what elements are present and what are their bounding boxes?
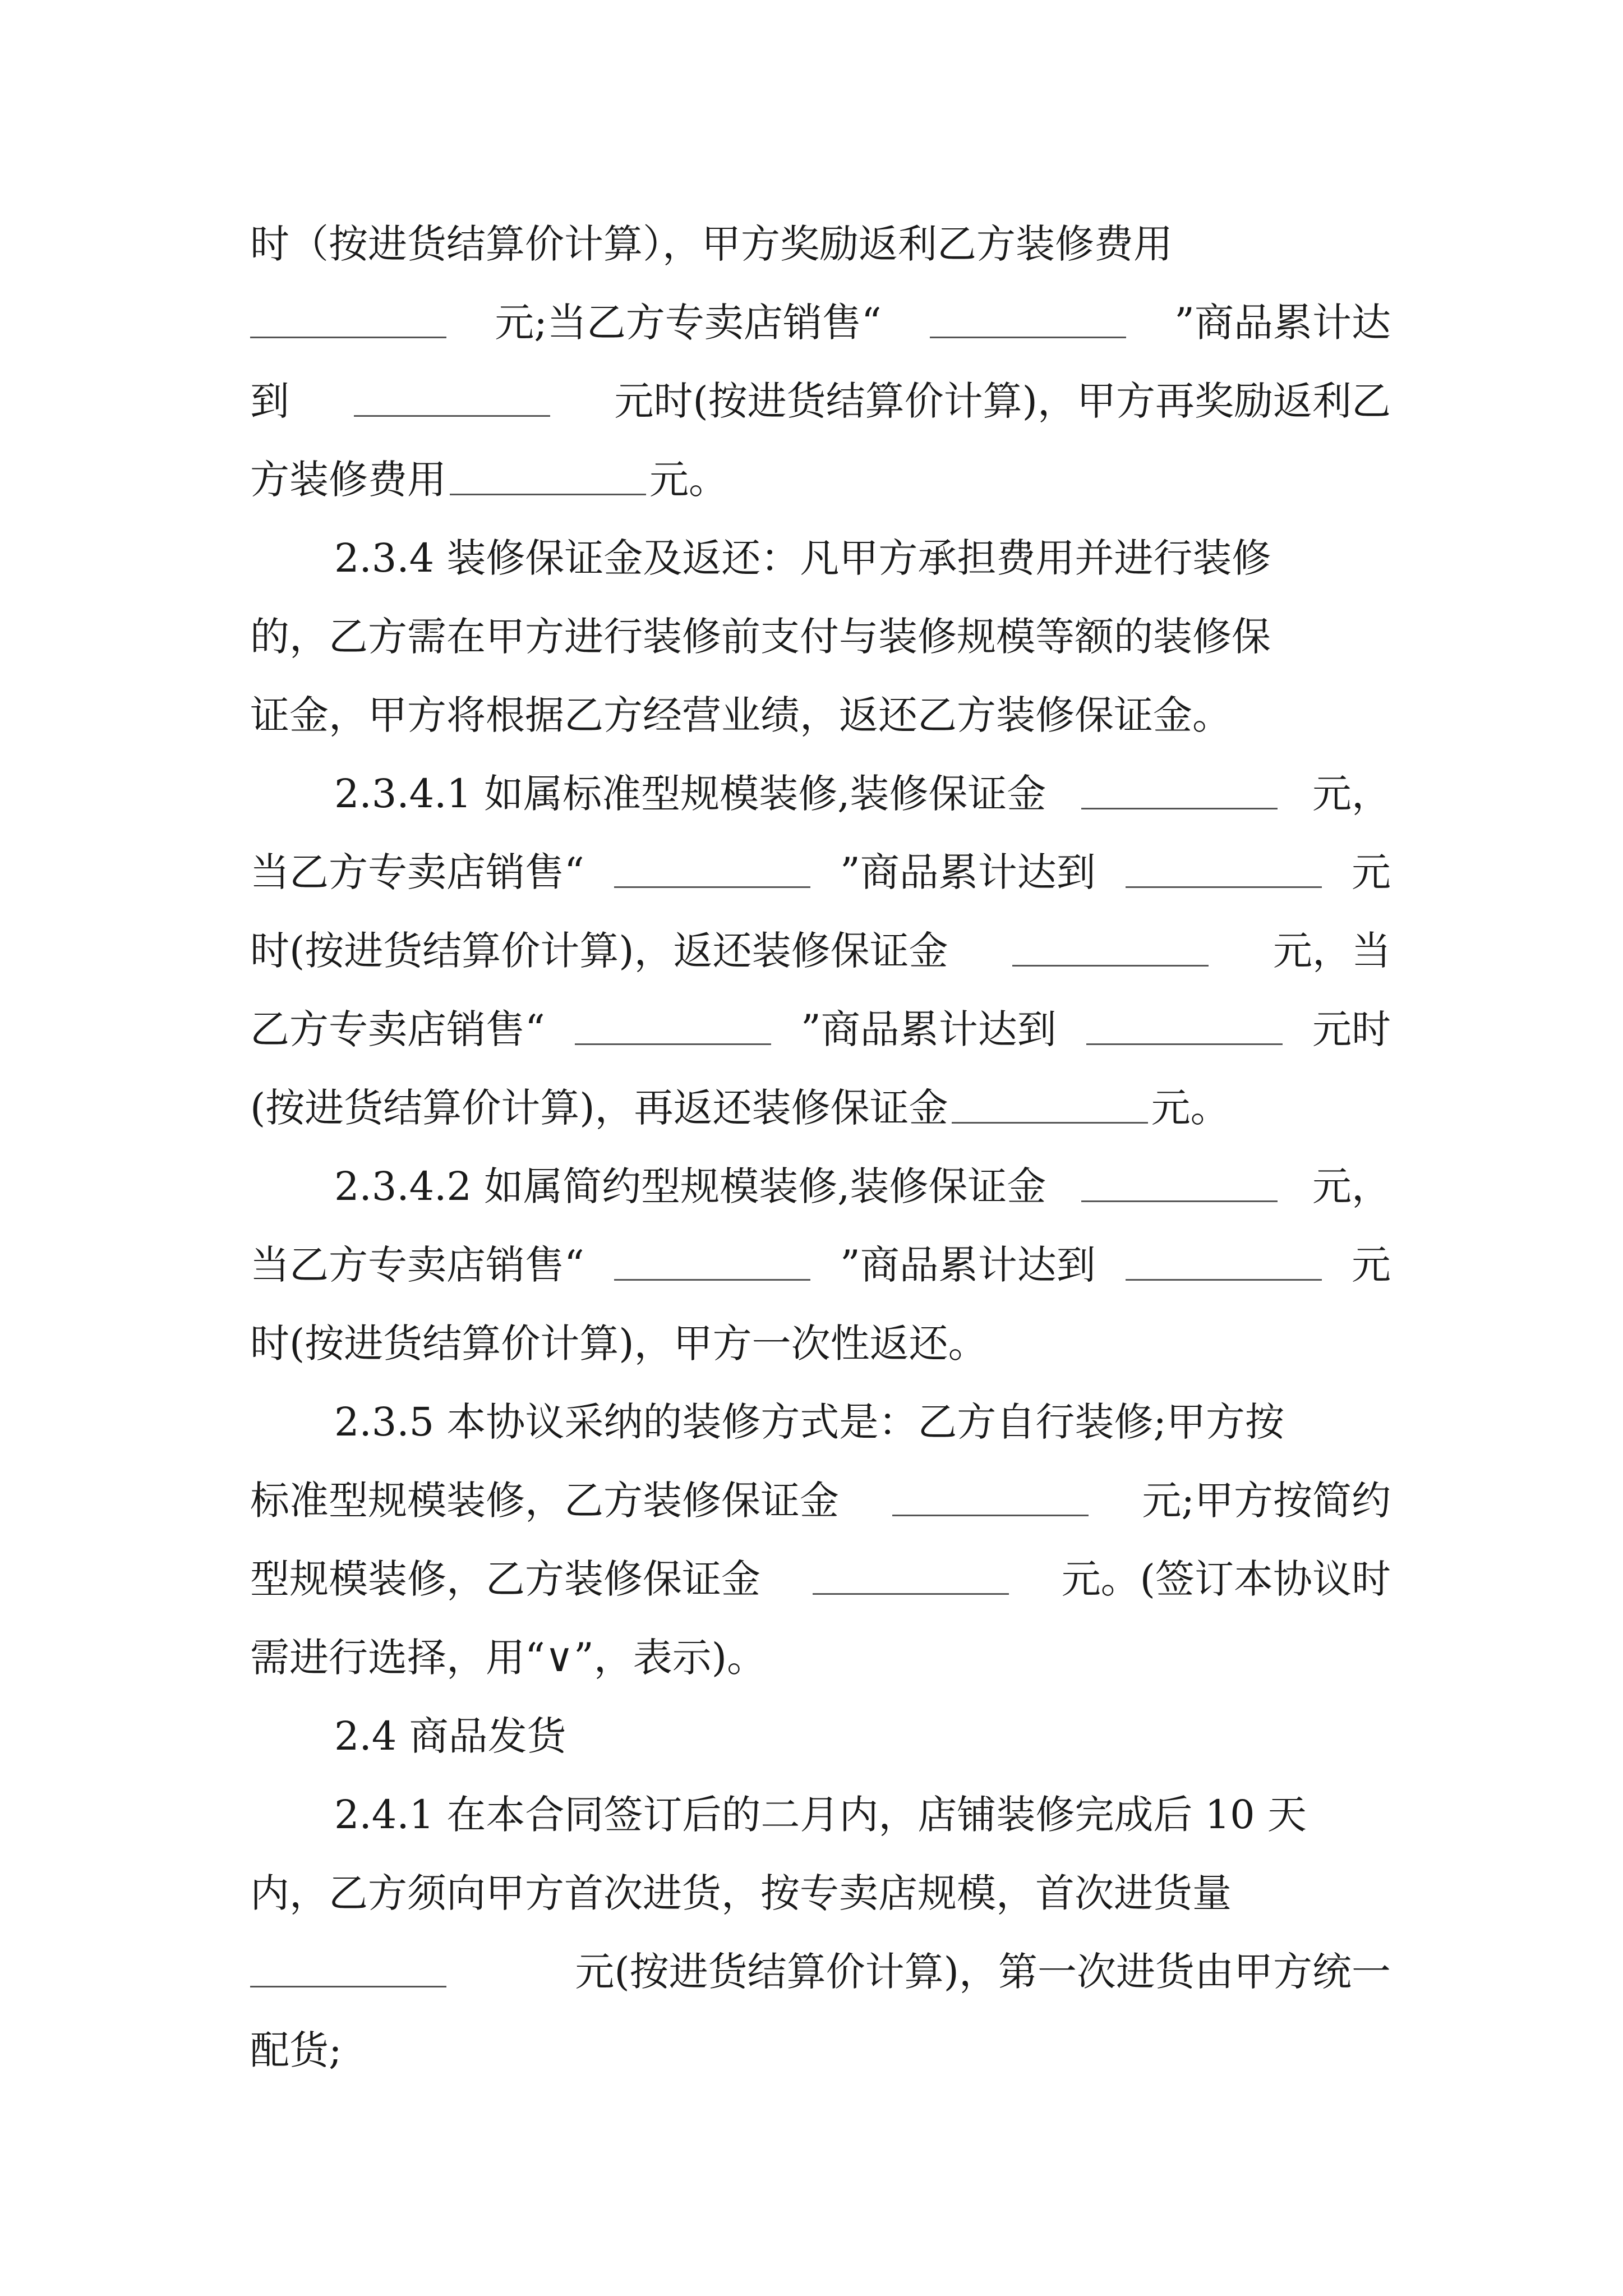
- text-line: [250, 283, 1391, 362]
- text-segment: 方装修费用: [250, 457, 446, 503]
- text-line: [334, 1775, 1391, 1854]
- text-segment: 元: [1351, 849, 1391, 895]
- text-segment: 时(按进货结算价计算)，甲方一次性返还。: [250, 1320, 988, 1366]
- text-line: [250, 833, 1391, 912]
- text-segment: 2.3.4.2 如属简约型规模装修,装修保证金: [334, 1163, 1046, 1209]
- text-segment: 2.3.5 本协议采纳的装修方式是：乙方自行装修;甲方按: [334, 1399, 1284, 1445]
- text-line: [334, 1383, 1391, 1461]
- text-segment: 元;甲方按简约: [1142, 1478, 1391, 1524]
- blank-field: [575, 1007, 771, 1045]
- blank-field: [1126, 1243, 1322, 1281]
- text-segment: 当乙方专卖店销售“: [250, 849, 584, 895]
- blank-field: [250, 301, 446, 338]
- text-segment: 的，乙方需在甲方进行装修前支付与装修规模等额的装修保: [250, 614, 1271, 660]
- text-segment: 证金，甲方将根据乙方经营业绩，返还乙方装修保证金。: [250, 692, 1232, 738]
- text-segment: 元。: [1151, 1085, 1230, 1131]
- text-segment: 乙方专卖店销售“: [250, 1006, 545, 1052]
- text-line: [334, 754, 1391, 833]
- text-line: [250, 440, 1391, 519]
- text-segment: (按进货结算价计算)，再返还装修保证金: [250, 1085, 948, 1131]
- text-segment: 元时: [1312, 1006, 1391, 1052]
- text-line: [250, 676, 1391, 754]
- text-segment: 元(按进货结算价计算)，第一次进货由甲方统一: [575, 1949, 1391, 1995]
- text-segment: 元，: [1312, 771, 1391, 817]
- text-segment: 到: [250, 378, 289, 424]
- text-line: [250, 1854, 1391, 1932]
- text-segment: 元时(按进货结算价计算)，甲方再奖励返利乙: [614, 378, 1391, 424]
- text-line: [250, 912, 1391, 990]
- blank-field: [614, 1243, 810, 1281]
- text-segment: ”商品累计达到: [840, 849, 1096, 895]
- text-segment: 配货;: [250, 2027, 342, 2073]
- text-segment: ”商品累计达到: [800, 1006, 1057, 1052]
- text-segment: 内，乙方须向甲方首次进货，按专卖店规模，首次进货量: [250, 1870, 1232, 1916]
- blank-field: [614, 850, 810, 888]
- text-segment: 标准型规模装修，乙方装修保证金: [250, 1478, 839, 1524]
- text-segment: 2.4.1 在本合同签订后的二月内，店铺装修完成后 10 天: [334, 1792, 1307, 1838]
- text-line: [250, 1618, 1391, 1697]
- text-line: [250, 597, 1391, 676]
- text-segment: 当乙方专卖店销售“: [250, 1242, 584, 1288]
- text-segment: 2.3.4.1 如属标准型规模装修,装修保证金: [334, 771, 1046, 817]
- blank-field: [813, 1557, 1009, 1595]
- blank-field: [354, 379, 550, 417]
- text-segment: 元，: [1312, 1163, 1391, 1209]
- section-heading: [334, 1697, 1391, 1775]
- text-segment: 型规模装修，乙方装修保证金: [250, 1556, 760, 1602]
- text-segment: 时(按进货结算价计算)，返还装修保证金: [250, 928, 948, 974]
- text-line: [250, 205, 1391, 283]
- text-segment: 元;当乙方专卖店销售“: [495, 300, 882, 346]
- text-line: [250, 1932, 1391, 2011]
- blank-field: [1081, 772, 1278, 809]
- blank-field: [892, 1479, 1089, 1516]
- text-line: [250, 1069, 1391, 1147]
- text-line: [334, 1147, 1391, 1226]
- blank-field: [952, 1086, 1148, 1124]
- text-line: [250, 362, 1391, 440]
- blank-field: [450, 458, 646, 495]
- text-segment: 2.4 商品发货: [334, 1713, 566, 1759]
- text-segment: 2.3.4 装修保证金及返还：凡甲方承担费用并进行装修: [334, 535, 1271, 581]
- text-segment: 元。: [649, 457, 728, 503]
- text-segment: ”商品累计达: [1174, 300, 1391, 346]
- text-segment: ”商品累计达到: [840, 1242, 1096, 1288]
- text-segment: 元。(签订本协议时: [1061, 1556, 1391, 1602]
- text-line: [250, 1461, 1391, 1540]
- blank-field: [250, 1950, 446, 1987]
- blank-field: [1081, 1165, 1278, 1202]
- text-segment: 需进行选择，用“∨”，表示)。: [250, 1635, 767, 1681]
- text-segment: 元: [1351, 1242, 1391, 1288]
- text-line: [250, 1226, 1391, 1304]
- blank-field: [1126, 850, 1322, 888]
- text-line: [250, 2011, 1391, 2090]
- text-segment: 元，当: [1273, 928, 1391, 974]
- blank-field: [930, 301, 1126, 338]
- text-line: [250, 1304, 1391, 1383]
- text-line: [250, 990, 1391, 1069]
- text-segment: 时（按进货结算价计算），甲方奖励返利乙方装修费用: [250, 221, 1173, 267]
- blank-field: [1012, 929, 1209, 967]
- text-line: [250, 1540, 1391, 1618]
- blank-field: [1086, 1007, 1283, 1045]
- text-line: [334, 519, 1391, 597]
